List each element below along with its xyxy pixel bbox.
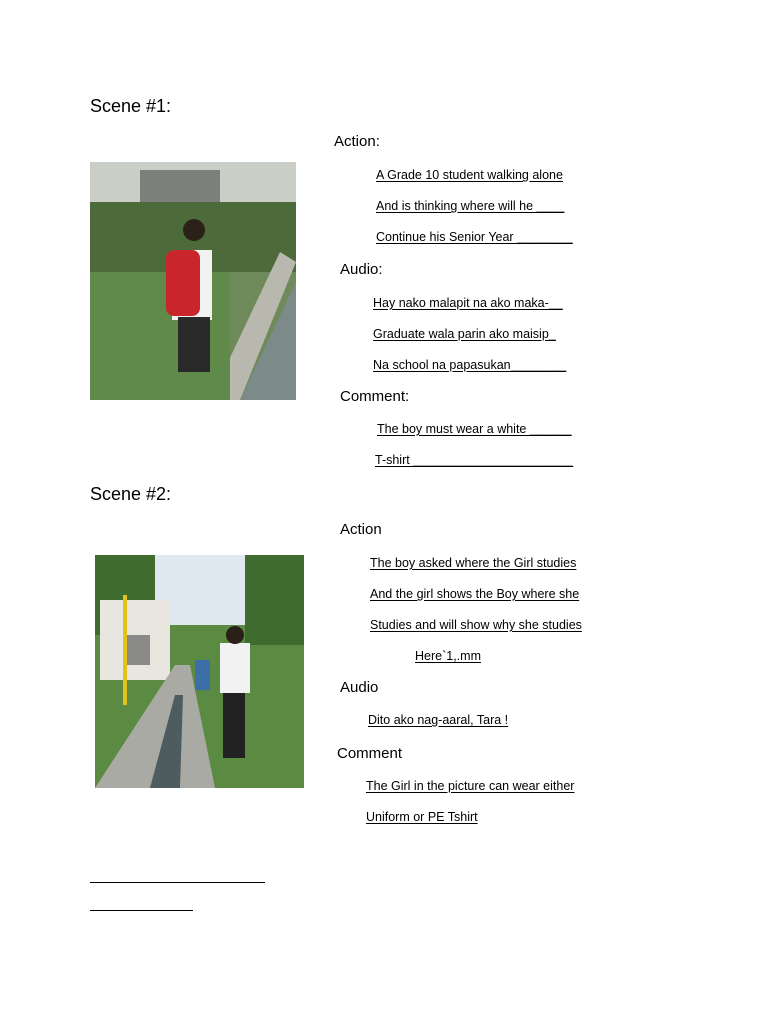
scene2-title: Scene #2:	[90, 484, 172, 504]
scene1-audio-heading: Audio:	[340, 261, 383, 278]
blank-line-1	[90, 882, 265, 883]
scene1-action-line-3: Continue his Senior Year ________	[376, 230, 573, 244]
scene1-comment-line-2: T-shirt _______________________	[375, 453, 574, 467]
scene2-comment-heading: Comment	[337, 745, 403, 762]
scene2-audio-line-1: Dito ako nag-aaral, Tara !	[368, 713, 509, 727]
scene1-title: Scene #1:	[90, 96, 172, 116]
blank-line-2	[90, 910, 193, 911]
scene1-action-line-1: A Grade 10 student walking alone	[376, 168, 563, 182]
scene2-comment-line-2: Uniform or PE Tshirt	[366, 810, 478, 824]
scene1-comment-line-1: The boy must wear a white ______	[377, 422, 572, 436]
scene1-comment-heading: Comment:	[340, 388, 410, 405]
scene1-action-heading: Action:	[334, 133, 380, 150]
scene2-photo	[95, 555, 304, 788]
scene2-action-heading: Action	[340, 521, 382, 538]
scene1-audio-line-2: Graduate wala parin ako maisip_	[373, 327, 556, 341]
scene1-photo	[90, 162, 296, 400]
scene1-audio-line-1: Hay nako malapit na ako maka-__	[373, 296, 563, 310]
scene2-action-line-4: Here`1,.mm	[415, 649, 481, 663]
scene1-audio-line-3: Na school na papasukan________	[373, 358, 567, 372]
scene2-audio-heading: Audio	[340, 679, 379, 696]
scene1-action-line-2: And is thinking where will he ____	[376, 199, 565, 213]
scene2-action-line-1: The boy asked where the Girl studies	[370, 556, 577, 570]
scene2-action-line-3: Studies and will show why she studies	[370, 618, 582, 632]
scene2-action-line-2: And the girl shows the Boy where she	[370, 587, 580, 601]
scene2-comment-line-1: The Girl in the picture can wear either	[366, 779, 575, 793]
